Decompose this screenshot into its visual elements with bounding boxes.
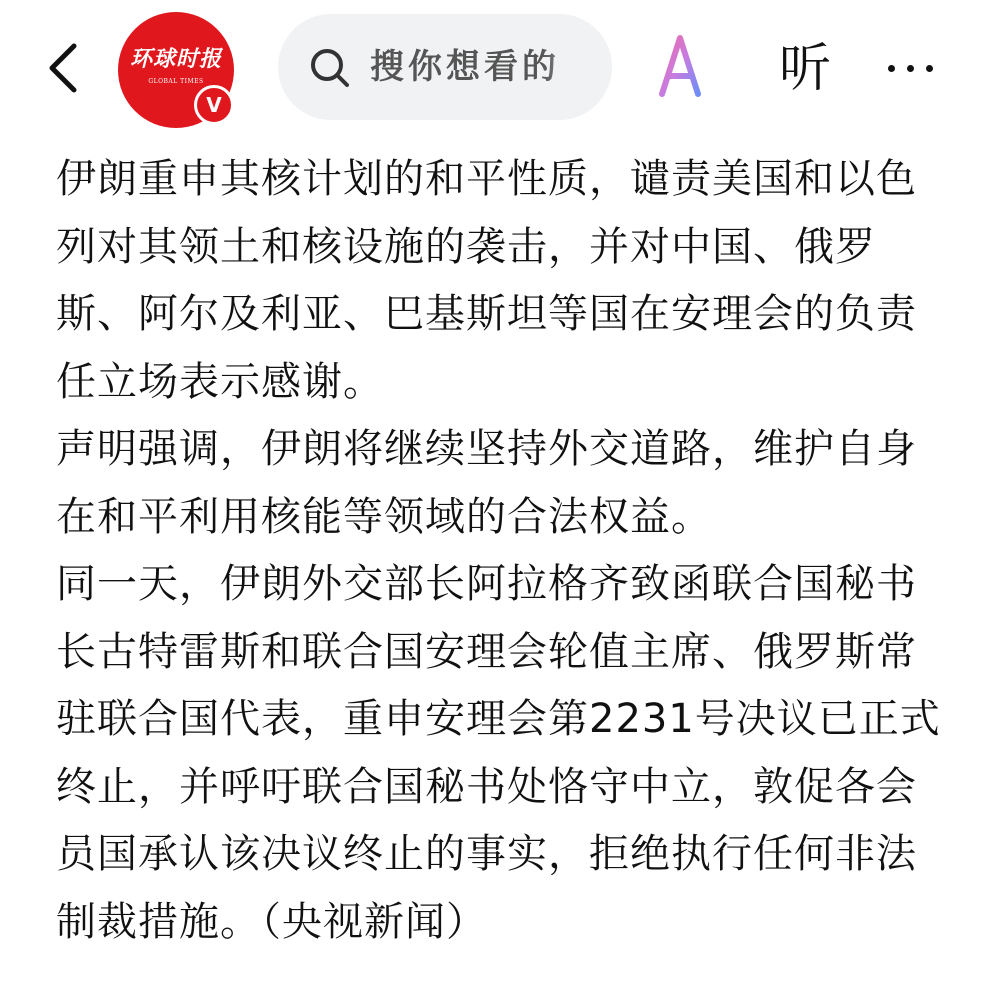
account-logo-subtext: GLOBAL TIMES — [148, 78, 204, 85]
search-icon — [308, 46, 352, 90]
more-horizontal-icon — [882, 65, 939, 72]
article-paragraph: 声明强调，伊朗将继续坚持外交道路，维护自身在和平利用核能等领域的合法权益。 — [56, 426, 917, 540]
ai-icon — [656, 30, 724, 102]
article-paragraph: 伊朗重申其核计划的和平性质，谴责美国和以色列对其领土和核设施的袭击，并对中国、俄罗斯、阿尔及利亚、巴基斯坦等国在安理会的负责任立场表示感谢。 — [56, 156, 917, 405]
back-button[interactable] — [36, 40, 92, 96]
article-body — [56, 146, 946, 956]
listen-button[interactable]: 听 — [778, 39, 831, 99]
search-bar[interactable] — [278, 14, 612, 120]
search-input[interactable] — [370, 38, 610, 96]
more-button[interactable] — [878, 40, 942, 96]
top-navigation-bar — [0, 0, 986, 140]
ai-button[interactable] — [656, 30, 724, 102]
chevron-left-icon — [44, 40, 84, 96]
account-logo-text: 环球时报 — [129, 46, 222, 72]
verified-badge: V — [194, 85, 234, 125]
article-paragraph: 同一天，伊朗外交部长阿拉格齐致函联合国秘书长古特雷斯和联合国安理会轮值主席、俄罗斯常驻联合国代表，重申安理会第2231号决议已正式终止，并呼吁联合国秘书处恪守中立，敦促各会员国承认该决议终止的事实，拒绝执行任何非法制裁措施。（央视新闻） — [56, 561, 941, 945]
